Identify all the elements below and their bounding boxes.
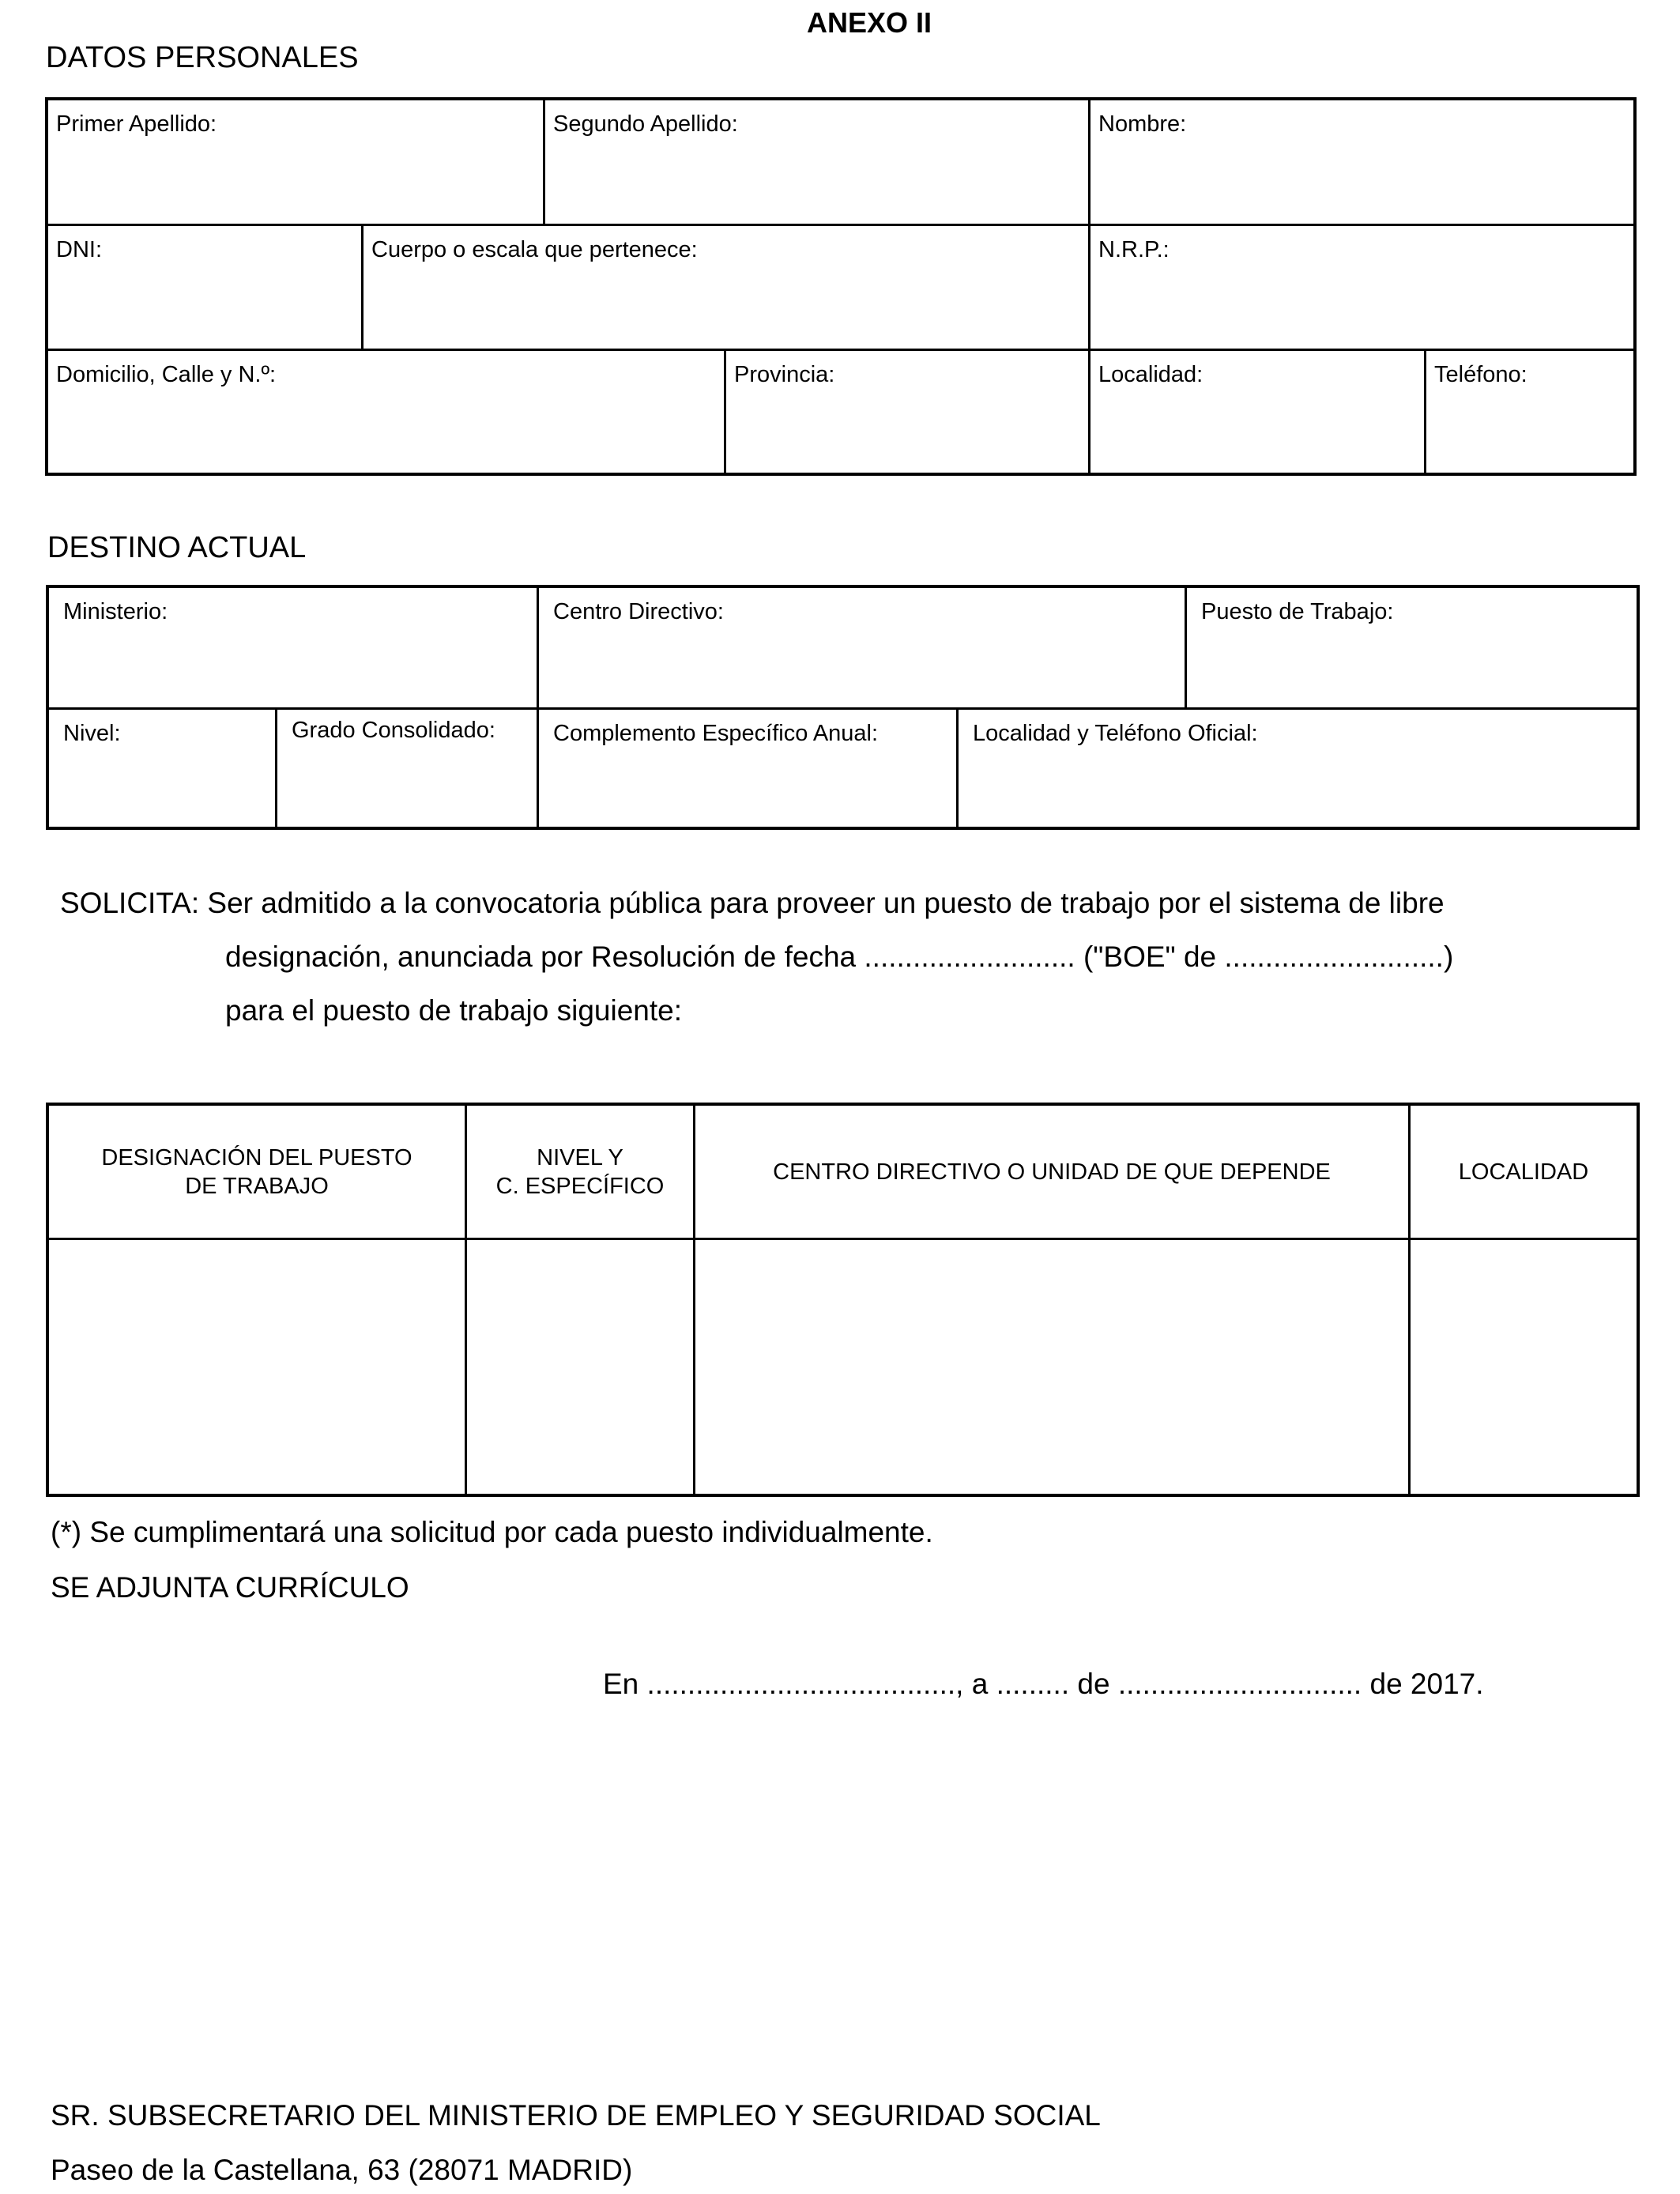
grado-consolidado-label: Grado Consolidado: [292, 718, 495, 743]
nombre-field[interactable] [1090, 100, 1633, 224]
nivel-label: Nivel: [63, 721, 121, 746]
designacion-input-cell[interactable] [49, 1240, 465, 1494]
destino-actual-heading: DESTINO ACTUAL [47, 531, 307, 564]
puesto-trabajo-field[interactable] [1187, 588, 1637, 707]
column-header-centro-directivo: CENTRO DIRECTIVO O UNIDAD DE QUE DEPENDE [773, 1159, 1331, 1185]
fecha-line: En ......................................, a ......... de .............................. de 2017. [603, 1668, 1484, 1700]
localidad-telefono-oficial-field[interactable] [959, 710, 1637, 827]
column-header-designacion: DESIGNACIÓN DEL PUESTO DE TRABAJO [101, 1144, 412, 1199]
provincia-label: Provincia: [734, 362, 835, 387]
adjunta-curriculo-text: SE ADJUNTA CURRÍCULO [51, 1571, 409, 1604]
centro-directivo-label: Centro Directivo: [553, 599, 724, 624]
domicilio-label: Domicilio, Calle y N.º: [56, 362, 277, 387]
telefono-label: Teléfono: [1434, 362, 1527, 387]
telefono-field[interactable] [1426, 351, 1633, 473]
complemento-especifico-field[interactable] [539, 710, 956, 827]
complemento-especifico-label: Complemento Específico Anual: [553, 721, 879, 746]
page-title: ANEXO II [806, 6, 932, 39]
localidad-field[interactable] [1090, 351, 1424, 473]
nrp-label: N.R.P.: [1098, 237, 1170, 262]
datos-personales-table [45, 97, 1637, 476]
column-header-localidad: LOCALIDAD [1458, 1159, 1589, 1185]
primer-apellido-field[interactable] [48, 100, 543, 224]
domicilio-field[interactable] [48, 351, 724, 473]
column-header-nivel: NIVEL Y C. ESPECÍFICO [495, 1144, 665, 1199]
dni-field[interactable] [48, 226, 361, 349]
centro-directivo-field[interactable] [539, 588, 1185, 707]
puesto-trabajo-label: Puesto de Trabajo: [1201, 599, 1394, 624]
solicita-line-3: para el puesto de trabajo siguiente: [225, 994, 683, 1027]
dni-label: DNI: [56, 237, 102, 262]
localidad-telefono-oficial-label: Localidad y Teléfono Oficial: [973, 721, 1258, 746]
localidad-input-cell[interactable] [1411, 1240, 1637, 1494]
nivel-field[interactable] [49, 710, 275, 827]
nombre-label: Nombre: [1098, 111, 1187, 137]
segundo-apellido-label: Segundo Apellido: [553, 111, 738, 137]
nivel-input-cell[interactable] [467, 1240, 693, 1494]
provincia-field[interactable] [726, 351, 1088, 473]
grado-consolidado-field[interactable] [277, 710, 537, 827]
destinatario-line-2: Paseo de la Castellana, 63 (28071 MADRID) [51, 2154, 633, 2186]
localidad-label: Localidad: [1098, 362, 1203, 387]
destino-actual-table [46, 585, 1640, 830]
centro-directivo-input-cell[interactable] [695, 1240, 1408, 1494]
datos-personales-heading: DATOS PERSONALES [46, 41, 359, 74]
ministerio-field[interactable] [49, 588, 537, 707]
solicita-line-2: designación, anunciada por Resolución de fecha .......................... ("BOE" de ...........................) [225, 941, 1454, 973]
note-text: (*) Se cumplimentará una solicitud por cada puesto individualmente. [51, 1516, 933, 1548]
primer-apellido-label: Primer Apellido: [56, 111, 217, 137]
segundo-apellido-field[interactable] [545, 100, 1088, 224]
nrp-field[interactable] [1090, 226, 1633, 349]
ministerio-label: Ministerio: [63, 599, 168, 624]
solicita-line-1: SOLICITA: Ser admitido a la convocatoria pública para proveer un puesto de trabajo por el sistema de libre [60, 887, 1445, 919]
cuerpo-escala-field[interactable] [363, 226, 1088, 349]
cuerpo-escala-label: Cuerpo o escala que pertenece: [371, 237, 698, 262]
puesto-table [46, 1103, 1640, 1497]
destinatario-line-1: SR. SUBSECRETARIO DEL MINISTERIO DE EMPLEO Y SEGURIDAD SOCIAL [51, 2099, 1101, 2132]
